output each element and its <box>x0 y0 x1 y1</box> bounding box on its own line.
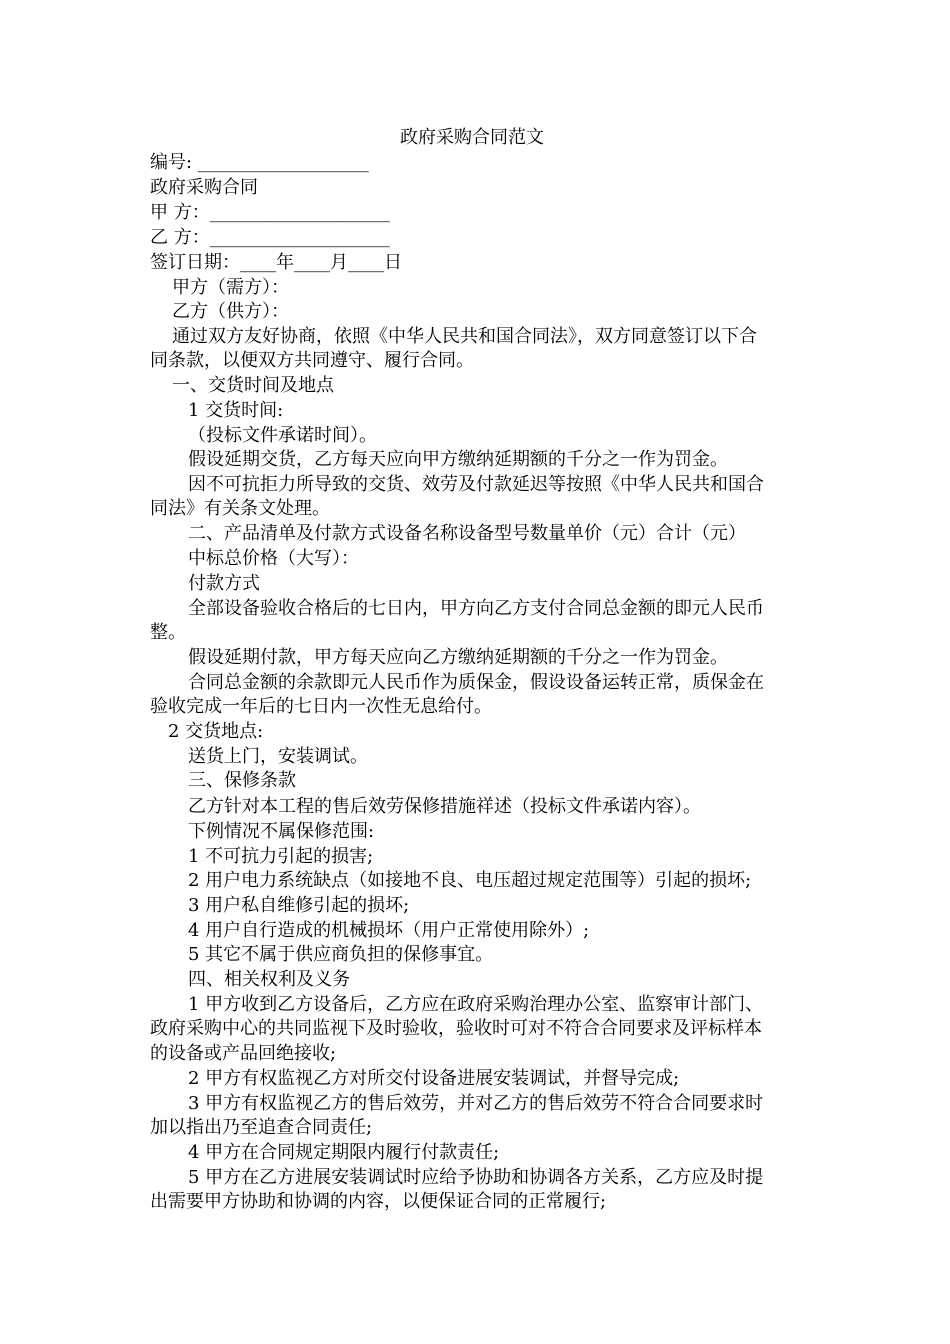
paragraph-line: 同法》有关条文处理。 <box>150 498 330 519</box>
paragraph-line: 加以指出乃至追查合同责任; <box>150 1117 373 1138</box>
paragraph-line: （投标文件承诺时间）。 <box>188 425 377 446</box>
list-item: 2 用户电力系统缺点（如接地不良、电压超过规定范围等）引起的损坏; <box>188 870 752 891</box>
contract-name-line: 政府采购合同 <box>150 177 258 198</box>
paragraph-line: 假设延期交货，乙方每天应向甲方缴纳延期额的千分之一作为罚金。 <box>188 449 728 470</box>
document-title: 政府采购合同范文 <box>400 127 544 148</box>
paragraph-line: 政府采购中心的共同监视下及时验收，验收时可对不符合合同要求及评标样本 <box>150 1018 762 1039</box>
paragraph-line: 5 甲方在乙方进展安装调试时应给予协助和协调各方关系，乙方应及时提 <box>188 1167 764 1188</box>
list-item: 5 其它不属于供应商负担的保修事宜。 <box>188 944 494 965</box>
paragraph-line: 下例情况不属保修范围: <box>188 821 375 842</box>
paragraph-line: 1 交货时间: <box>188 400 284 421</box>
paragraph-line: 送货上门，安装调试。 <box>188 746 368 767</box>
section-heading: 三、保修条款 <box>188 770 296 791</box>
paragraph-line: 合同总金额的余款即元人民币作为质保金，假设设备运转正常，质保金在 <box>188 672 764 693</box>
paragraph-line: 验收完成一年后的七日内一次性无息给付。 <box>150 696 492 717</box>
list-item: 1 不可抗力引起的损害; <box>188 846 374 867</box>
paragraph-line: 3 甲方有权监视乙方的售后效劳，并对乙方的售后效劳不符合合同要求时 <box>188 1093 764 1114</box>
list-item: 3 用户私自维修引起的损坏; <box>188 895 410 916</box>
supplier-line: 乙方（供方）： <box>172 301 289 322</box>
contract-number-line: 编号: ___________________ <box>150 152 369 173</box>
paragraph-line: 1 甲方收到乙方设备后，乙方应在政府采购治理办公室、监察审计部门、 <box>188 994 764 1015</box>
paragraph-line: 乙方针对本工程的售后效劳保修措施祥述（投标文件承诺内容）。 <box>188 796 701 817</box>
paragraph-line: 付款方式 <box>188 573 260 594</box>
paragraph-line: 中标总价格（大写）： <box>188 548 359 569</box>
paragraph-line: 出需要甲方协助和协调的内容，以便保证合同的正常履行; <box>150 1191 607 1212</box>
paragraph-line: 的设备或产品回绝接收; <box>150 1043 337 1064</box>
paragraph-line: 4 甲方在合同规定期限内履行付款责任; <box>188 1142 500 1163</box>
paragraph-line: 整。 <box>150 622 186 643</box>
paragraph-line: 2 交货地点: <box>168 721 264 742</box>
paragraph-line: 全部设备验收合格后的七日内，甲方向乙方支付合同总金额的即元人民币 <box>188 598 764 619</box>
paragraph-line: 同条款，以便双方共同遵守、履行合同。 <box>150 350 474 371</box>
paragraph-line: 通过双方友好协商，依照《中华人民共和国合同法》，双方同意签订以下合 <box>172 326 757 347</box>
paragraph-line: 2 甲方有权监视乙方对所交付设备进展安装调试，并督导完成; <box>188 1068 680 1089</box>
buyer-line: 甲方（需方）： <box>172 277 289 298</box>
list-item: 4 用户自行造成的机械损坏（用户正常使用除外）; <box>188 920 590 941</box>
sign-date-line: 签订日期：____年____月____日 <box>150 252 402 273</box>
paragraph-line: 因不可抗拒力所导致的交货、效劳及付款延迟等按照《中华人民共和国合 <box>188 474 764 495</box>
party-a-line: 甲 方：____________________ <box>150 202 390 223</box>
section-heading: 一、交货时间及地点 <box>172 375 334 396</box>
party-b-line: 乙 方：____________________ <box>150 227 390 248</box>
paragraph-line: 假设延期付款，甲方每天应向乙方缴纳延期额的千分之一作为罚金。 <box>188 647 728 668</box>
section-heading: 四、相关权利及义务 <box>188 969 350 990</box>
section-heading: 二、产品清单及付款方式设备名称设备型号数量单价（元）合计（元） <box>188 523 746 544</box>
